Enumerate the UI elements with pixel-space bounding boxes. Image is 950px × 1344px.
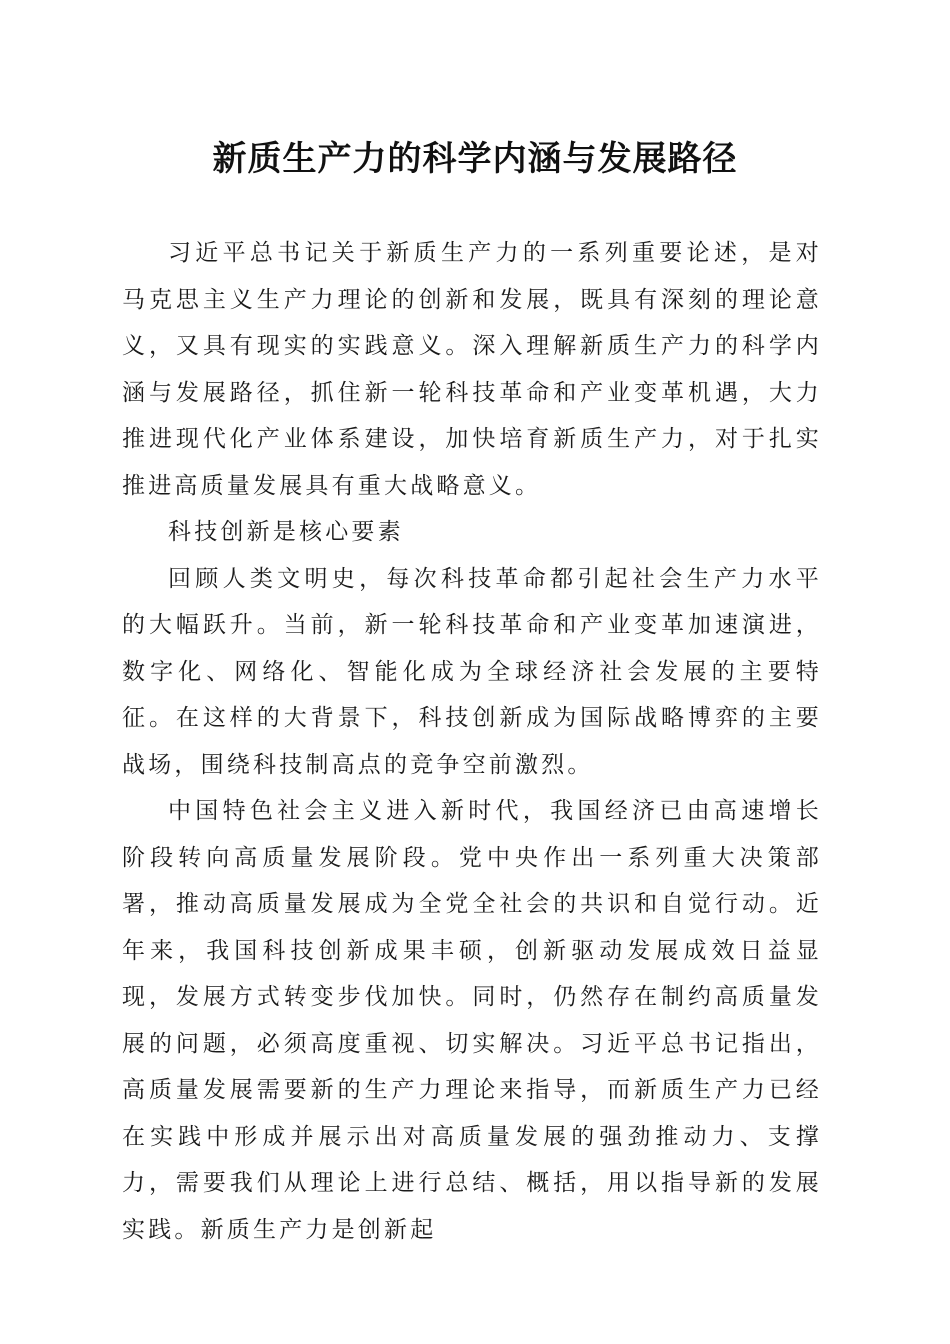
paragraph: 回顾人类文明史，每次科技革命都引起社会生产力水平的大幅跃升。当前，新一轮科技革命和产业变革加速演进，数字化、网络化、智能化成为全球经济社会发展的主要特征。在这样的大背景下，科技创新成为国际战略博弈的主要战场，围绕科技制高点的竞争空前激烈。	[122, 565, 822, 778]
document-title: 新质生产力的科学内涵与发展路径	[212, 139, 738, 179]
paragraph-intro: 习近平总书记关于新质生产力的一系列重要论述，是对马克思主义生产力理论的创新和发展，既具有深刻的理论意义，又具有现实的实践意义。深入理解新质生产力的科学内涵与发展路径，抓住新一轮科技革命和产业变革机遇，大力推进现代化产业体系建设，加快培育新质生产力，对于扎实推进高质量发展具有重大战略意义。	[122, 240, 822, 499]
section-heading: 科技创新是核心要素	[168, 519, 404, 545]
paragraph: 中国特色社会主义进入新时代，我国经济已由高速增长阶段转向高质量发展阶段。党中央作出一系列重大决策部署，推动高质量发展成为全党全社会的共识和自觉行动。近年来，我国科技创新成果丰硕，创新驱动发展成效日益显现，发展方式转变步伐加快。同时，仍然存在制约高质量发展的问题，必须高度重视、切实解决。习近平总书记指出，高质量发展需要新的生产力理论来指导，而新质生产力已经在实践中形成并展示出对高质量发展的强劲推动力、支撑力，需要我们从理论上进行总结、概括，用以指导新的发展实践。新质生产力是创新起	[122, 798, 822, 1243]
document-body	[122, 230, 822, 1253]
